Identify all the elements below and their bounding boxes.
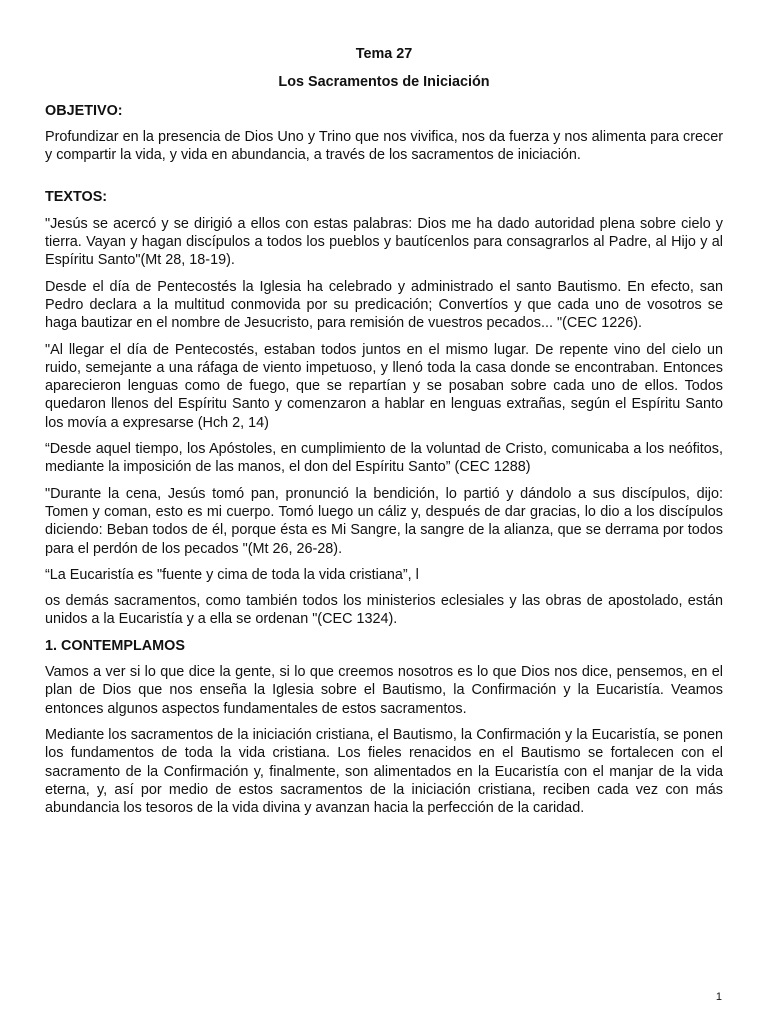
objetivo-paragraph: Profundizar en la presencia de Dios Uno y Trino que nos vivifica, nos da fuerza y nos alimenta para crecer y compartir la vida, y vida en abundancia, a través de los sacramentos de iniciación. — [45, 128, 723, 164]
page-number: 1 — [715, 991, 722, 1003]
document-title: Tema 27 — [355, 46, 413, 62]
document-page — [45, 45, 723, 825]
document-subtitle: Los Sacramentos de Iniciación — [278, 74, 490, 91]
contemplamos-paragraph: Vamos a ver si lo que dice la gente, si lo que creemos nosotros es lo que Dios nos dice, pensemos, en el plan de Dios que nos enseña la Iglesia sobre el Bautismo, la Confirmación y la Eucaristía. Veamos entonces algunos aspectos fundamentales de estos sacramentos. — [45, 664, 723, 717]
textos-paragraph: “Desde aquel tiempo, los Apóstoles, en cumplimiento de la voluntad de Cristo, comunicaba a los neófitos, mediante la imposición de las manos, el don del Espíritu Santo” (CEC 1288) — [45, 441, 723, 476]
contemplamos-heading: 1. CONTEMPLAMOS — [45, 637, 185, 654]
textos-paragraph: os demás sacramentos, como también todos los ministerios eclesiales y las obras de apostolado, están unidos a la Eucaristía y a ella se ordenan "(CEC 1324). — [45, 593, 723, 628]
textos-paragraph: "Durante la cena, Jesús tomó pan, pronunció la bendición, lo partió y dándolo a sus discípulos, dijo: Tomen y coman, esto es mi cuerpo. Tomó luego un cáliz y, después de dar gracias, lo dio a los discípulos diciendo: Beban todos de él, porque ésta es Mi Sangre, la sangre de la alianza, que se derrama por todos para el perdón de los pecados "(Mt 26, 26-28). — [45, 485, 723, 557]
textos-paragraph: "Jesús se acercó y se dirigió a ellos con estas palabras: Dios me ha dado autoridad plena sobre cielo y tierra. Vayan y hagan discípulos a todos los pueblos y bautícenlos para consagrarlos al Padre, al Hijo y al Espíritu Santo"(Mt 28, 18-19). — [45, 215, 723, 269]
objetivo-heading: OBJETIVO: — [45, 102, 123, 119]
textos-paragraph: "Al llegar el día de Pentecostés, estaban todos juntos en el mismo lugar. De repente vino del cielo un ruido, semejante a una ráfaga de viento impetuoso, y llenó toda la casa donde se encontraban. Entonces aparecieron lenguas como de fuego, que se repartían y se posaban sobre cada uno de ellos. Todos quedaron llenos del Espíritu Santo y comenzaron a hablar en lenguas extrañas, según el Espíritu Santo los movía a expresarse (Hch 2, 14) — [45, 341, 723, 431]
textos-paragraph: Desde el día de Pentecostés la Iglesia ha celebrado y administrado el santo Bautismo. En efecto, san Pedro declara a la multitud conmovida por su predicación; Convertíos y que cada uno de vosotros se haga bautizar en el nombre de Jesucristo, para remisión de vuestros pecados... "(CEC 1226). — [45, 278, 723, 332]
contemplamos-paragraph: Mediante los sacramentos de la iniciación cristiana, el Bautismo, la Confirmación y la Eucaristía, se ponen los fundamentos de toda la vida cristiana. Los fieles renacidos en el Bautismo se fortalecen con el sacramento de la Confirmación y, finalmente, son alimentados en la Eucaristía con el manjar de la vida eterna, y, así por medio de estos sacramentos de la iniciación cristiana, reciben cada vez con más abundancia los tesoros de la vida divina y avanzan hacia la perfección de la caridad. — [45, 726, 723, 817]
textos-paragraph: “La Eucaristía es "fuente y cima de toda la vida cristiana”, l — [45, 566, 419, 583]
textos-heading: TEXTOS: — [45, 189, 108, 206]
